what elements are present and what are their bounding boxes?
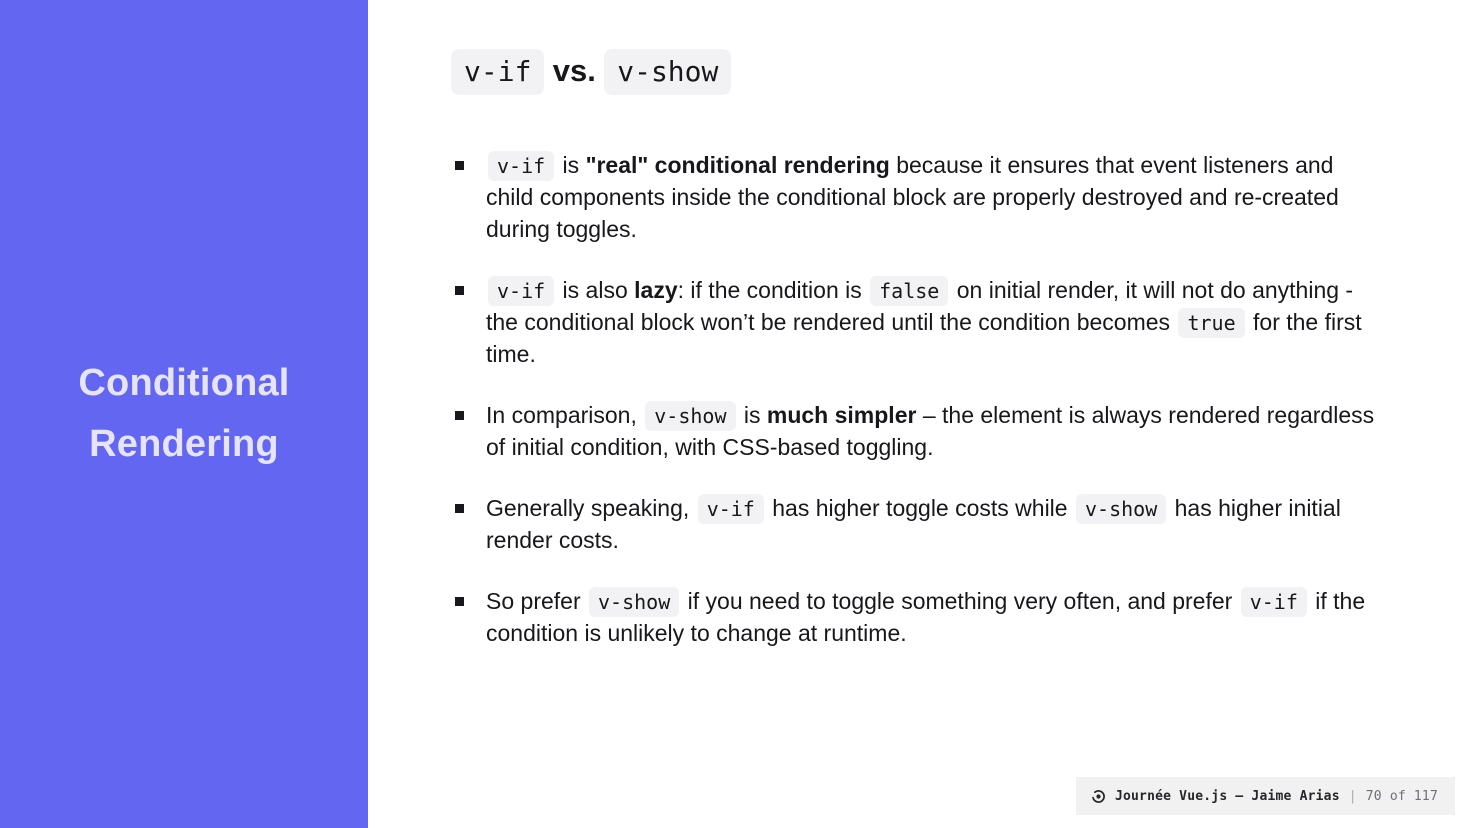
bullet-item [451,585,1379,649]
text-segment: vs. [552,53,596,88]
bullet-marker-icon [455,411,464,420]
text-segment: if the condition is unlikely to change at runtime. [486,588,1366,647]
page-counter: 70 of 117 [1365,788,1438,804]
text-segment: So prefer [486,588,587,615]
inline-code: v-if [488,151,554,181]
footer-brand: Journée Vue.js — Jaime Arias [1114,788,1340,804]
bullet-marker-icon [455,161,464,170]
inline-code: false [870,276,948,306]
text-segment: lazy [634,277,678,304]
section-title-line-2: Rendering [89,423,279,465]
text-segment: is [737,402,767,429]
bullet-item [451,492,1379,556]
bullet-marker-icon [455,504,464,513]
bullet-item [451,149,1379,245]
text-segment: on initial render, it will not do anything - the conditional block won’t be rendered until the condition becomes [486,277,1354,336]
inline-code: v-show [589,587,679,617]
bullet-text [486,492,1379,556]
inline-code: v-if [488,276,554,306]
text-segment: because it ensures that event listeners and child components inside the conditional block are properly destroyed and re-created during toggles. [486,152,1339,243]
slide-title [451,49,1470,95]
inline-code: v-if [451,49,544,95]
text-segment: is [556,152,586,179]
bullet-item [451,274,1379,370]
text-segment [596,55,604,88]
text-segment: is also [556,277,635,304]
inline-code: true [1178,308,1244,338]
bullet-text [486,585,1379,649]
text-segment: has higher initial render costs. [486,495,1341,554]
bullet-text [486,149,1379,245]
slidev-logo-icon [1091,789,1106,804]
text-segment: much simpler [766,402,917,429]
text-segment: has higher toggle costs while [765,495,1074,522]
inline-code: v-show [645,401,735,431]
bullet-marker-icon [455,597,464,606]
footer-separator: | [1348,788,1357,804]
main-content [368,0,1470,828]
footer [1076,777,1455,815]
text-segment: – the element is always rendered regardless of initial condition, with CSS-based toggling. [486,402,1375,461]
text-segment: Generally speaking, [486,495,696,522]
inline-code: v-show [604,49,731,95]
text-segment: if you need to toggle something very often, and prefer [681,588,1239,615]
section-title-line-1: Conditional [78,362,290,404]
text-segment: "real" conditional rendering [585,152,890,179]
bullet-text [486,399,1379,463]
bullet-text [486,274,1379,370]
bullet-item [451,399,1379,463]
text-segment: In comparison, [486,402,644,429]
text-segment: for the first time. [486,309,1362,368]
text-segment [544,55,552,88]
bullet-marker-icon [455,286,464,295]
inline-code: v-show [1076,494,1166,524]
sidebar [0,0,368,828]
bullet-list [451,149,1470,649]
text-segment: : if the condition is [677,277,869,304]
inline-code: v-if [698,494,764,524]
inline-code: v-if [1241,587,1307,617]
section-title [78,353,289,475]
